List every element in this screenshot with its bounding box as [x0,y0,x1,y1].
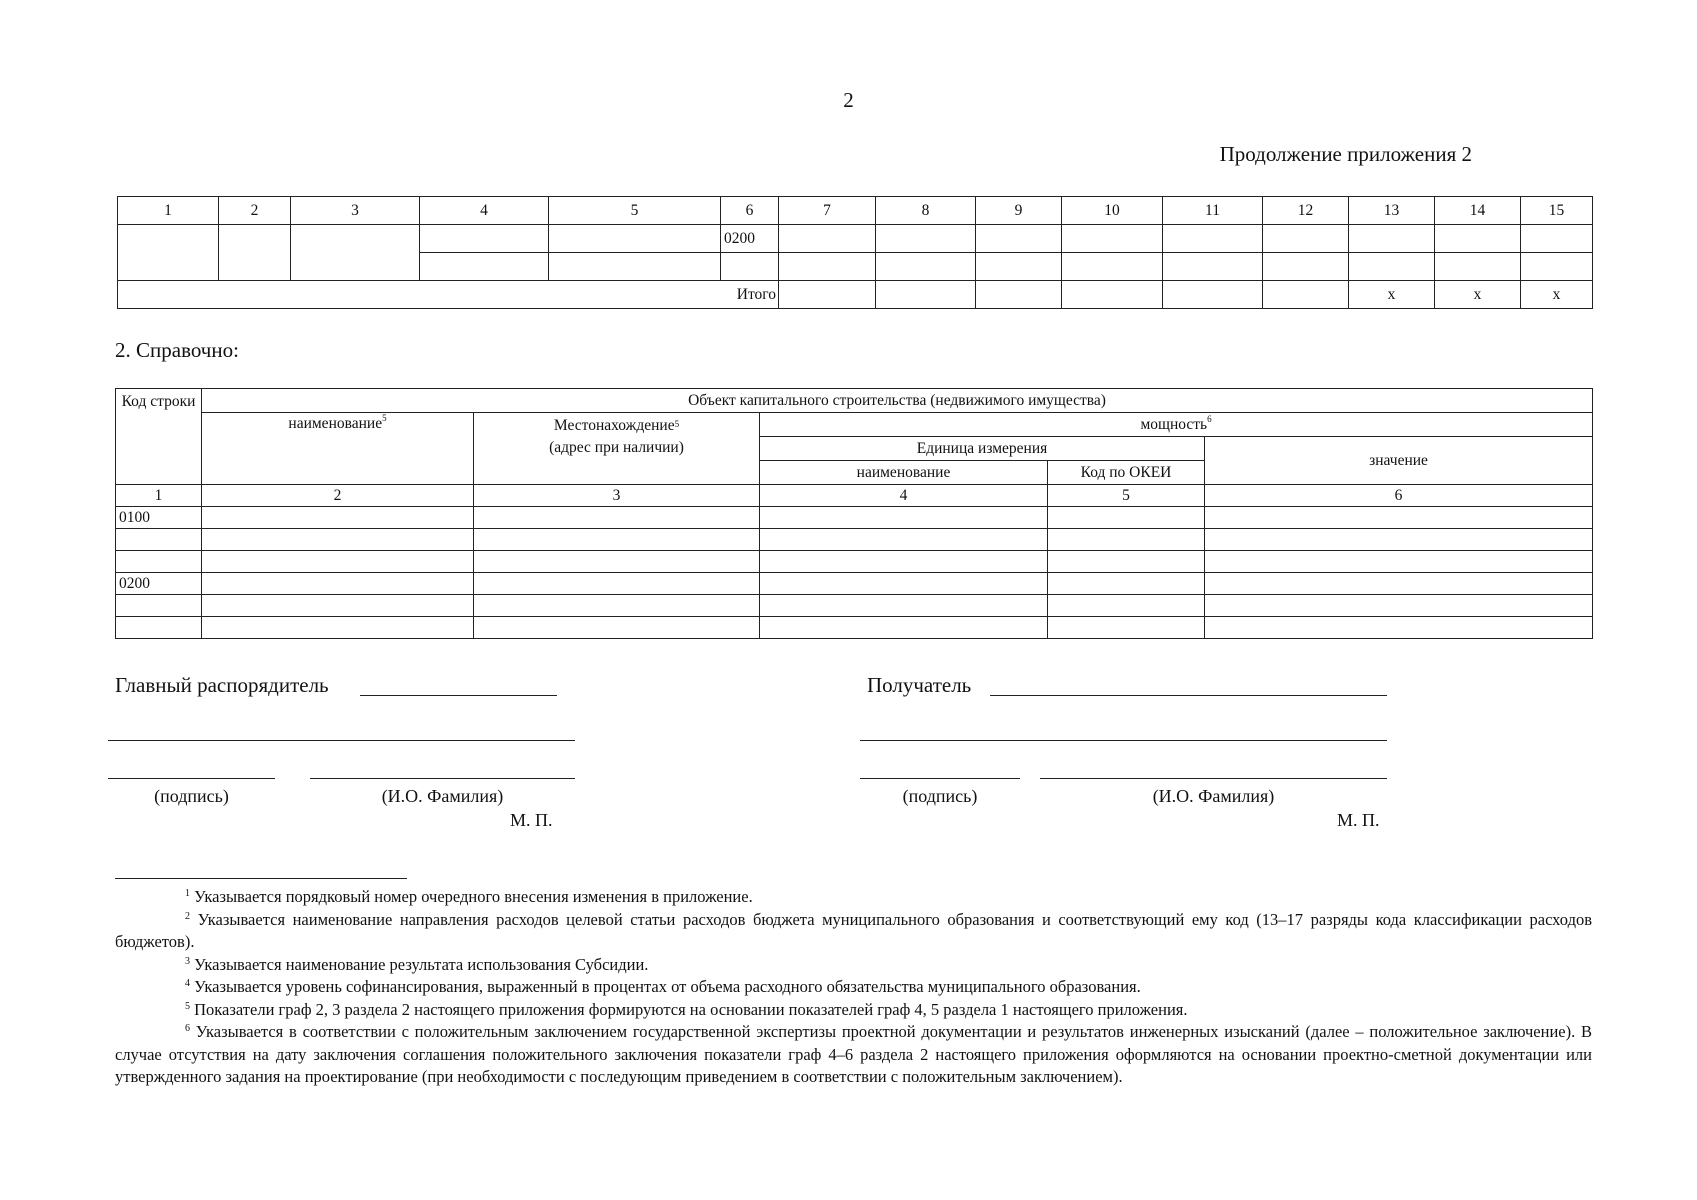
cell [420,225,549,253]
row-code-cell: 0200 [721,225,779,253]
table-row [116,595,1593,617]
cell [976,225,1062,253]
col-number: 14 [1435,197,1521,225]
cell [760,595,1048,617]
section-title: 2. Справочно: [115,338,239,362]
x-mark: х [1349,281,1435,309]
cell [1349,253,1435,281]
location-header-text: Местонахождение [553,417,675,434]
signature-line [310,778,575,779]
cell [1048,529,1205,551]
cell [118,225,219,281]
col-number: 1 [116,485,202,507]
cell [420,253,549,281]
footnote [115,886,1592,909]
total-row [118,281,1593,309]
footnote-ref: 6 [1207,413,1212,424]
cell [1062,281,1163,309]
footnote [115,1021,1592,1089]
cell [549,225,721,253]
cell [760,529,1048,551]
footnote-text: Показатели граф 2, 3 раздела 2 настоящего приложения формируются на основании показателей граф 4, 5 раздела 1 настоящего приложения. [194,999,1188,1019]
row-code-cell: 0100 [116,507,202,529]
cell [1205,529,1593,551]
cell [876,225,976,253]
table-row [116,507,1593,529]
name-caption: (И.О. Фамилия) [1152,786,1275,806]
code-header: Код строки [116,389,202,485]
col-number: 5 [1048,485,1205,507]
col-number: 5 [549,197,721,225]
name-caption: (И.О. Фамилия) [381,786,504,806]
cell [760,551,1048,573]
chief-administrator-label: Главный распорядитель [115,673,329,697]
footnote-separator [115,878,407,879]
row-code-cell: 0200 [116,573,202,595]
cell [1263,281,1349,309]
cell [1062,253,1163,281]
footnote-text: Указывается наименование результата использования Субсидии. [194,954,649,974]
cell [760,573,1048,595]
col-number: 1 [118,197,219,225]
cell [1048,617,1205,639]
okei-header: Код по ОКЕИ [1048,461,1205,485]
cell [1048,507,1205,529]
cell [1205,617,1593,639]
location-header [474,413,760,485]
cell [1048,551,1205,573]
stamp-label: М. П. [1337,810,1380,830]
cell [876,253,976,281]
cell [1163,253,1263,281]
cell [474,617,760,639]
footnote-text: Указывается уровень софинансирования, выраженный в процентах от объема расходного обязательства муниципального образования. [194,977,1141,996]
footnote-text: Указывается наименование направления расходов целевой статьи расходов бюджета муниципального образования и соответствующий ему код (13–17 разряды кода классификации расходов бюджетов). [115,909,1593,951]
column-number-row [118,197,1593,225]
cell [1048,573,1205,595]
footnote-number: 3 [185,955,190,967]
cell [779,225,876,253]
cell [202,529,474,551]
footnote [115,976,1592,999]
col-number: 15 [1521,197,1593,225]
cell [779,253,876,281]
table-row [118,225,1593,253]
cell [1263,225,1349,253]
signature-line [860,740,1387,741]
cell [1205,551,1593,573]
col-number: 8 [876,197,976,225]
cell [116,617,202,639]
table-row [116,573,1593,595]
footnote-text: Указывается в соответствии с положительным заключением государственной экспертизы проектной документации и результатов инженерных изысканий (далее – положительное заключение). В случае отсутствия на дату заключения соглашения положительного заключения показатели граф 4–6 раздела 2 настоящего приложения оформляются на основании проектно-сметной документации или утвержденного задания на проектирование (при необходимости с последующим приведением в соответствии с положительным заключением). [115,1022,1593,1086]
signature-line [108,778,275,779]
cell [474,595,760,617]
col-number: 6 [1205,485,1593,507]
footnote [115,909,1592,954]
footnotes [115,886,1592,1089]
cell [1435,253,1521,281]
cell [760,507,1048,529]
footnote-text: Указывается порядковый номер очередного внесения изменения в приложение. [194,887,753,906]
cell [474,529,760,551]
object-header: Объект капитального строительства (недвижимого имущества) [202,389,1593,413]
col-number: 7 [779,197,876,225]
col-number: 3 [291,197,420,225]
cell [1205,595,1593,617]
col-number: 2 [202,485,474,507]
footnote-number: 4 [185,978,190,989]
cell [202,551,474,573]
cell [1435,225,1521,253]
unit-header: Единица измерения [760,437,1205,461]
header-row [116,413,1593,437]
cell [116,529,202,551]
cell [1205,507,1593,529]
header-row [116,389,1593,413]
col-number: 10 [1062,197,1163,225]
continuation-table [117,196,1593,309]
cell [876,281,976,309]
x-mark: х [1521,281,1593,309]
signature-line [1040,778,1387,779]
col-number: 13 [1349,197,1435,225]
col-number: 3 [474,485,760,507]
cell [202,617,474,639]
capacity-header [760,413,1593,437]
cell [474,573,760,595]
signature-line [860,778,1020,779]
cell [202,595,474,617]
recipient-label: Получатель [867,673,972,697]
cell [219,225,291,281]
footnote-ref: 5 [674,419,680,429]
total-label: Итого [118,281,779,309]
unit-name-header: наименование [760,461,1048,485]
cell [976,281,1062,309]
signature-line [360,695,557,696]
table-row [116,617,1593,639]
cell [1263,253,1349,281]
location-header-note: (адрес при наличии) [549,439,684,456]
cell [116,595,202,617]
signature-line [990,695,1387,696]
name-header [202,413,474,485]
cell [291,225,420,281]
cell [202,573,474,595]
column-number-row [116,485,1593,507]
col-number: 12 [1263,197,1349,225]
cell [1163,225,1263,253]
cell [779,281,876,309]
cell [1048,595,1205,617]
footnote-number: 1 [185,888,190,899]
cell [474,507,760,529]
cell [1205,573,1593,595]
capacity-header-text: мощность [1140,415,1208,433]
col-number: 4 [760,485,1048,507]
cell [1521,225,1593,253]
footnote [115,954,1592,977]
cell [721,253,779,281]
sign-caption: (подпись) [902,786,978,806]
col-number: 6 [721,197,779,225]
sign-caption: (подпись) [154,786,229,806]
cell [549,253,721,281]
cell [474,551,760,573]
page-number: 2 [843,88,854,112]
table-row [116,529,1593,551]
cell [116,551,202,573]
footnote-ref: 5 [382,413,387,423]
col-number: 9 [976,197,1062,225]
signature-line [108,740,575,741]
reference-table [115,388,1593,639]
col-number: 2 [219,197,291,225]
cell [976,253,1062,281]
stamp-label: М. П. [510,810,553,830]
footnote-number: 5 [185,1000,190,1012]
cell [202,507,474,529]
table-row [116,551,1593,573]
cell [760,617,1048,639]
cell [1521,253,1593,281]
cell [1349,225,1435,253]
cell [1163,281,1263,309]
x-mark: х [1435,281,1521,309]
col-number: 11 [1163,197,1263,225]
col-number: 4 [420,197,549,225]
cell [1062,225,1163,253]
value-header: значение [1205,437,1593,485]
footnote [115,999,1592,1022]
footnote-number: 2 [185,910,190,922]
footnote-number: 6 [185,1023,190,1034]
page-subtitle: Продолжение приложения 2 [1219,142,1472,166]
name-header-text: наименование [288,415,383,432]
